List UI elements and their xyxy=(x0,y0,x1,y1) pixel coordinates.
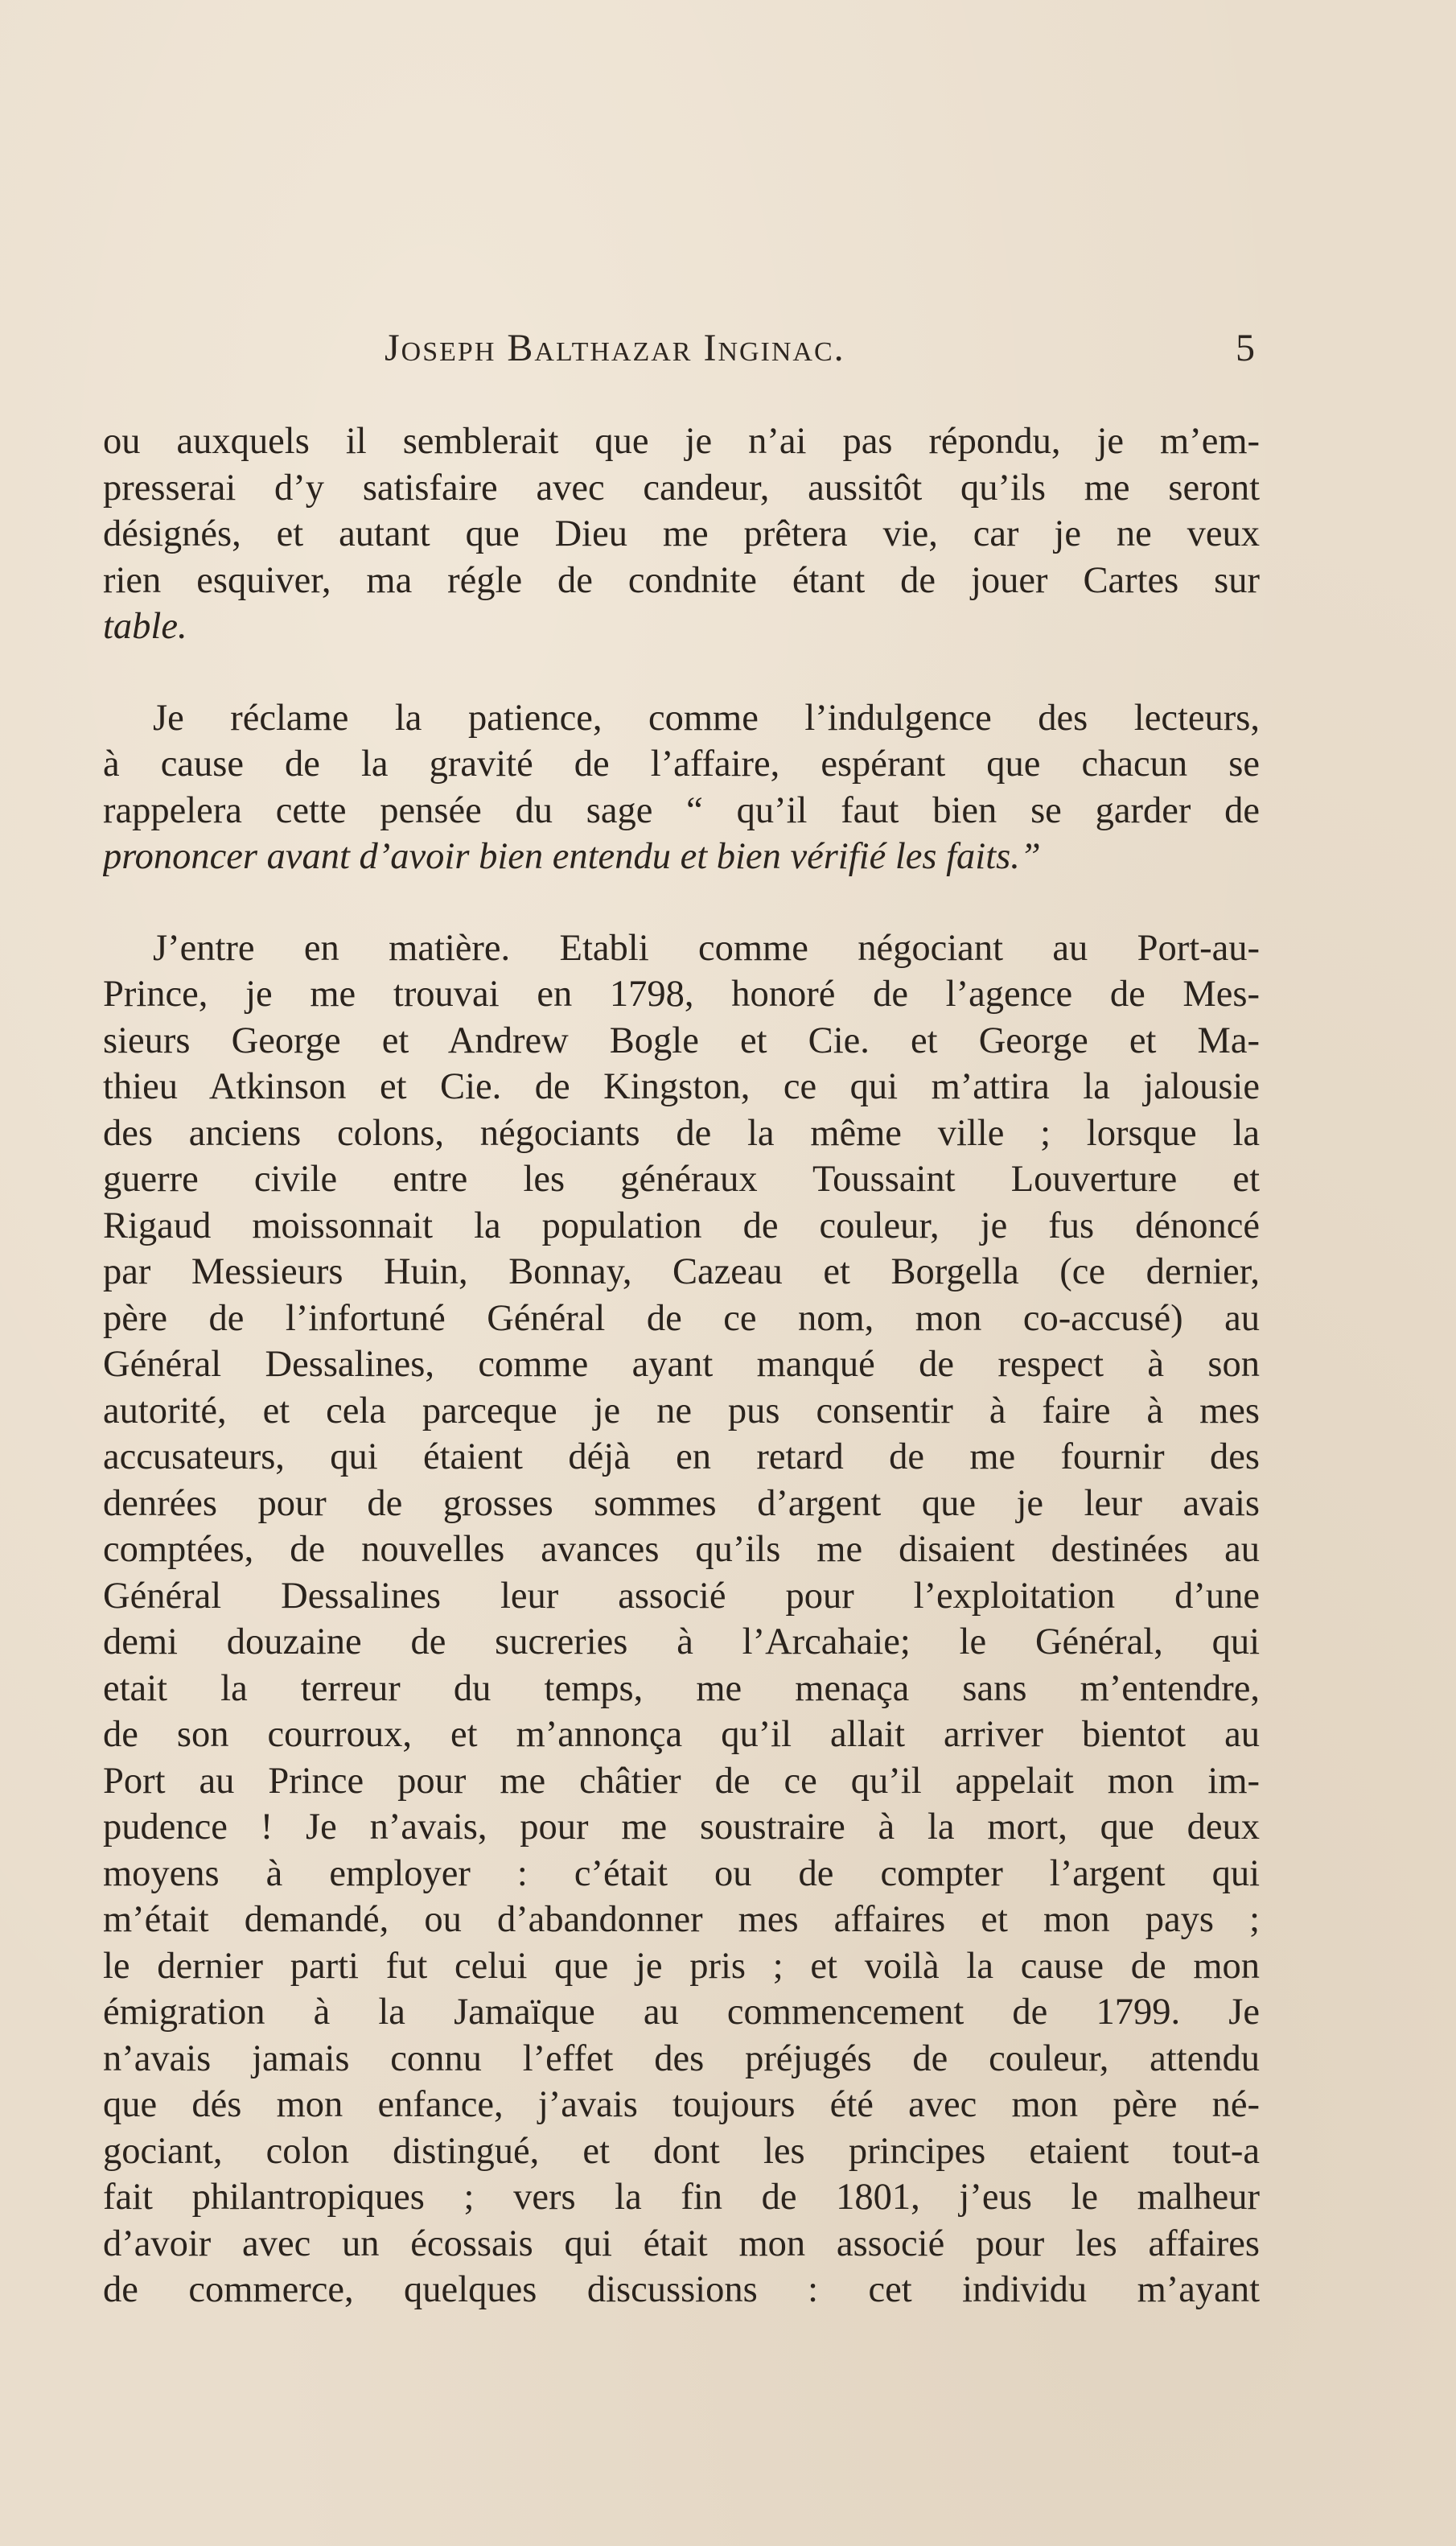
text-line: pudence ! Je n’avais, pour me soustraire à la mort, que deux xyxy=(103,1807,1260,1848)
page-number: 5 xyxy=(1236,327,1255,369)
paragraph-1 xyxy=(103,418,1260,650)
page-header xyxy=(105,326,1255,382)
text-line: Général Dessalines leur associé pour l’exploitation d’une xyxy=(103,1575,1260,1617)
text-line: à cause de la gravité de l’affaire, espérant que chacun se xyxy=(103,744,1260,785)
text-line: sieurs George et Andrew Bogle et Cie. et George et Ma- xyxy=(103,1020,1260,1061)
running-title: Joseph Balthazar Inginac. xyxy=(385,327,845,369)
text-line: de commerce, quelques discussions : cet individu m’ayant xyxy=(103,2269,1260,2310)
text-line: Prince, je me trouvai en 1798, honoré de l’agence de Mes- xyxy=(103,974,1260,1015)
text-line: désignés, et autant que Dieu me prêtera vie, car je ne veux xyxy=(103,513,1260,554)
text-line: accusateurs, qui étaient déjà en retard de me fournir des xyxy=(103,1436,1260,1477)
text-line: rien esquiver, ma régle de condnite étant de jouer Cartes sur xyxy=(103,559,1260,601)
body-text xyxy=(103,418,1260,2313)
text-line: de son courroux, et m’annonça qu’il allait arriver bientot au xyxy=(103,1714,1260,1755)
text-line: par Messieurs Huin, Bonnay, Cazeau et Borgella (ce dernier, xyxy=(103,1251,1260,1292)
text-line: comptées, de nouvelles avances qu’ils me disaient destinées au xyxy=(103,1529,1260,1570)
text-line: guerre civile entre les généraux Toussaint Louverture et xyxy=(103,1159,1260,1200)
text-line: émigration à la Jamaïque au commencement de 1799. Je xyxy=(103,1992,1260,2033)
text-line: gociant, colon distingué, et dont les principes etaient tout-a xyxy=(103,2130,1260,2172)
text-line: demi douzaine de sucreries à l’Arcahaie; le Général, qui xyxy=(103,1621,1260,1662)
text-line: Général Dessalines, comme ayant manqué de respect à son xyxy=(103,1344,1260,1385)
text-line: moyens à employer : c’était ou de compter l’argent qui xyxy=(103,1852,1260,1894)
text-line: que dés mon enfance, j’avais toujours été avec mon père né- xyxy=(103,2084,1260,2125)
paragraph-gap xyxy=(103,650,1260,695)
text-line: denrées pour de grosses sommes d’argent que je leur avais xyxy=(103,1482,1260,1524)
text-line: Rigaud moissonnait la population de couleur, je fus dénoncé xyxy=(103,1205,1260,1246)
text-line: thieu Atkinson et Cie. de Kingston, ce qui m’attira la jalousie xyxy=(103,1066,1260,1107)
text-line: prononcer avant d’avoir bien entendu et bien vérifié les faits.” xyxy=(103,836,1041,877)
text-line: rappelera cette pensée du sage “ qu’il faut bien se garder de xyxy=(103,789,1260,831)
text-line: fait philantropiques ; vers la fin de 1801, j’eus le malheur xyxy=(103,2177,1260,2218)
text-line: Je réclame la patience, comme l’indulgence des lecteurs, xyxy=(153,697,1260,739)
paragraph-2 xyxy=(103,695,1260,880)
paragraph-gap xyxy=(103,880,1260,925)
text-line: Port au Prince pour me châtier de ce qu’il appelait mon im- xyxy=(103,1760,1260,1802)
text-line: le dernier parti fut celui que je pris ; et voilà la cause de mon xyxy=(103,1945,1260,1987)
text-line: n’avais jamais connu l’effet des préjugés de couleur, attendu xyxy=(103,2037,1260,2079)
text-line: d’avoir avec un écossais qui était mon associé pour les affaires xyxy=(103,2223,1260,2264)
text-line: J’entre en matière. Etabli comme négociant au Port-au- xyxy=(153,927,1260,969)
text-line: autorité, et cela parceque je ne pus consentir à faire à mes xyxy=(103,1390,1260,1432)
text-line: table. xyxy=(103,606,187,647)
text-line: père de l’infortuné Général de ce nom, mon co-accusé) au xyxy=(103,1297,1260,1339)
text-line: m’était demandé, ou d’abandonner mes affaires et mon pays ; xyxy=(103,1899,1260,1940)
text-line: des anciens colons, négociants de la même ville ; lorsque la xyxy=(103,1112,1260,1154)
text-line: presserai d’y satisfaire avec candeur, aussitôt qu’ils me seront xyxy=(103,467,1260,509)
text-line: etait la terreur du temps, me menaça sans m’entendre, xyxy=(103,1667,1260,1709)
paragraph-3 xyxy=(103,925,1260,2313)
text-line: ou auxquels il semblerait que je n’ai pas répondu, je m’em- xyxy=(103,421,1260,462)
